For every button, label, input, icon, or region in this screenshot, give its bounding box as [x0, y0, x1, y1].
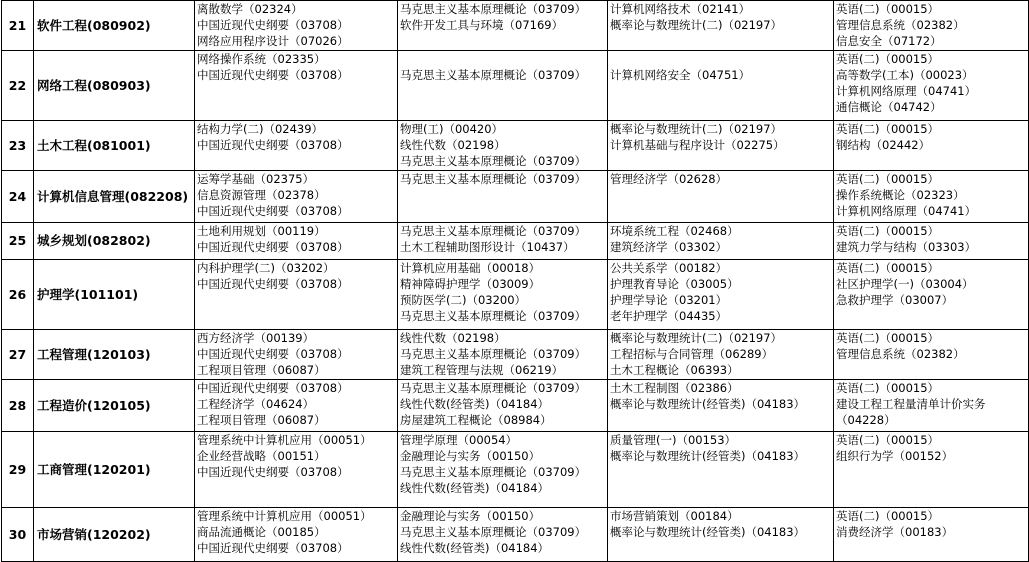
course-line: 消费经济学（00183） [836, 525, 954, 539]
course-cell-2 [398, 380, 608, 432]
course-line: 中国近现代史纲要（03708） [197, 240, 349, 254]
course-line: 概率论与数理统计(经管类)（04183） [610, 449, 806, 463]
course-line: 中国近现代史纲要（03708） [197, 465, 349, 479]
course-cell-1 [195, 1, 398, 51]
course-cell-1 [195, 121, 398, 171]
major-name: 网络工程(080903) [34, 51, 195, 121]
course-line: 马克思主义基本原理概论（03709） [400, 309, 587, 323]
course-line: 通信概论（04742） [836, 100, 942, 114]
major-name: 工商管理(120201) [34, 432, 195, 508]
table-row [2, 51, 1029, 121]
course-line: 土地利用规划（00119） [197, 224, 326, 238]
course-line: 工程项目管理（06087） [197, 363, 326, 377]
course-line: 马克思主义基本原理概论（03709） [400, 154, 587, 168]
course-cell-4 [834, 51, 1029, 121]
course-line: 英语(二)（00015） [836, 509, 940, 523]
course-line: 英语(二)（00015） [836, 433, 940, 447]
course-line: 结构力学(二)（02439） [197, 122, 324, 136]
course-cell-2 [398, 171, 608, 223]
course-cell-1 [195, 330, 398, 380]
course-cell-2 [398, 330, 608, 380]
course-line: 管理信息系统（02382） [836, 347, 965, 361]
course-line: 公共关系学（00182） [610, 261, 728, 275]
course-cell-4 [834, 1, 1029, 51]
row-number: 30 [2, 508, 34, 562]
course-line: 中国近现代史纲要（03708） [197, 277, 349, 291]
table-row [2, 171, 1029, 223]
course-line: 英语(二)（00015） [836, 381, 940, 395]
course-line: 商品流通概论（00185） [197, 525, 326, 539]
course-line: 精神障碍护理学（03009） [400, 277, 541, 291]
course-cell-1 [195, 260, 398, 330]
course-line: 建筑力学与结构（03303） [836, 240, 977, 254]
major-name: 护理学(101101) [34, 260, 195, 330]
course-line: 金融理论与实务（00150） [400, 509, 541, 523]
course-cell-2 [398, 1, 608, 51]
course-cell-3 [608, 1, 834, 51]
row-number: 26 [2, 260, 34, 330]
course-line: 概率论与数理统计(经管类)（04183） [610, 525, 806, 539]
course-line: 管理系统中计算机应用（00051） [197, 509, 372, 523]
course-line: 马克思主义基本原理概论（03709） [400, 381, 587, 395]
exam-schedule-table [1, 0, 1029, 562]
course-line: 概率论与数理统计(经管类)（04183） [610, 397, 806, 411]
course-line: 预防医学(二)（03200） [400, 293, 527, 307]
course-cell-2 [398, 51, 608, 121]
course-cell-3 [608, 223, 834, 260]
course-line: 英语(二)（00015） [836, 224, 940, 238]
course-line: 马克思主义基本原理概论（03709） [400, 224, 587, 238]
course-line: 操作系统概论（02323） [836, 188, 965, 202]
course-line: 线性代数（02198） [400, 138, 506, 152]
course-line: 网络操作系统（02335） [197, 52, 326, 66]
course-cell-1 [195, 171, 398, 223]
course-line: 建筑工程管理与法规（06219） [400, 363, 564, 377]
course-cell-4 [834, 260, 1029, 330]
course-cell-3 [608, 508, 834, 562]
course-line: 管理信息系统（02382） [836, 18, 965, 32]
course-cell-3 [608, 121, 834, 171]
course-line: 线性代数(经管类)（04184） [400, 481, 550, 495]
course-cell-3 [608, 432, 834, 508]
course-line: 信息安全（07172） [836, 34, 942, 48]
table-row [2, 260, 1029, 330]
course-line: 企业经营战略（00151） [197, 449, 326, 463]
course-line: 急救护理学（03007） [836, 293, 954, 307]
row-number: 21 [2, 1, 34, 51]
course-cell-1 [195, 432, 398, 508]
course-line: 土木工程辅助图形设计（10437） [400, 240, 575, 254]
course-line: 老年护理学（04435） [610, 309, 728, 323]
course-line: 英语(二)（00015） [836, 172, 940, 186]
course-line: 马克思主义基本原理概论（03709） [400, 347, 587, 361]
course-line: 社区护理学(一)（03004） [836, 277, 974, 291]
course-cell-4 [834, 330, 1029, 380]
course-cell-3 [608, 380, 834, 432]
row-number: 25 [2, 223, 34, 260]
course-line [400, 51, 605, 67]
course-line: 信息资源管理（02378） [197, 188, 326, 202]
table-row [2, 223, 1029, 260]
course-line: 网络应用程序设计（07026） [197, 34, 349, 48]
course-line: 线性代数(经管类)（04184） [400, 541, 550, 555]
major-name: 工程造价(120105) [34, 380, 195, 432]
table-body [2, 1, 1029, 562]
course-line: 软件开发工具与环境（07169） [400, 18, 564, 32]
course-line: 工程招标与合同管理（06289） [610, 347, 774, 361]
course-line: 英语(二)（00015） [836, 261, 940, 275]
course-line: 护理教育导论（03005） [610, 277, 739, 291]
course-line: 中国近现代史纲要（03708） [197, 18, 349, 32]
course-line: 马克思主义基本原理概论（03709） [400, 172, 587, 186]
course-line: 环境系统工程（02468） [610, 224, 739, 238]
course-line: 建设工程工程量清单计价实务 [836, 397, 986, 411]
course-line: 马克思主义基本原理概论（03709） [400, 465, 587, 479]
row-number: 29 [2, 432, 34, 508]
course-cell-1 [195, 508, 398, 562]
course-cell-3 [608, 171, 834, 223]
row-number: 22 [2, 51, 34, 121]
table-row [2, 380, 1029, 432]
course-cell-4 [834, 380, 1029, 432]
course-line: 管理系统中计算机应用（00051） [197, 433, 372, 447]
course-cell-2 [398, 432, 608, 508]
course-cell-4 [834, 121, 1029, 171]
course-cell-2 [398, 223, 608, 260]
course-line: 计算机网络安全（04751） [610, 68, 751, 82]
table-row [2, 121, 1029, 171]
course-line: 计算机网络原理（04741） [836, 204, 977, 218]
course-line: 英语(二)（00015） [836, 331, 940, 345]
course-cell-4 [834, 508, 1029, 562]
course-line: 土木工程概论（06393） [610, 363, 739, 377]
course-line: 建筑经济学（03302） [610, 240, 728, 254]
major-name: 土木工程(081001) [34, 121, 195, 171]
course-cell-2 [398, 121, 608, 171]
course-line: 中国近现代史纲要（03708） [197, 68, 349, 82]
course-cell-2 [398, 260, 608, 330]
course-line: 中国近现代史纲要（03708） [197, 381, 349, 395]
course-line: 中国近现代史纲要（03708） [197, 138, 349, 152]
course-line: 金融理论与实务（00150） [400, 449, 541, 463]
course-line: 计算机网络原理（04741） [836, 84, 977, 98]
course-line: 概率论与数理统计(二)（02197） [610, 331, 783, 345]
course-line: 概率论与数理统计(二)（02197） [610, 122, 783, 136]
course-line: 概率论与数理统计(二)（02197） [610, 18, 783, 32]
course-line: 马克思主义基本原理概论（03709） [400, 68, 587, 82]
course-line: 市场营销策划（00184） [610, 509, 739, 523]
course-line: 西方经济学（00139） [197, 331, 315, 345]
row-number: 24 [2, 171, 34, 223]
major-name: 工程管理(120103) [34, 330, 195, 380]
major-name: 市场营销(120202) [34, 508, 195, 562]
course-line: 物理(工)（00420） [400, 122, 504, 136]
course-cell-3 [608, 330, 834, 380]
course-line: 工程经济学（04624） [197, 397, 315, 411]
course-cell-4 [834, 171, 1029, 223]
table-row [2, 1, 1029, 51]
course-line: 马克思主义基本原理概论（03709） [400, 2, 587, 16]
table-row [2, 330, 1029, 380]
course-line: 计算机网络技术（02141） [610, 2, 751, 16]
course-cell-4 [834, 432, 1029, 508]
course-line: 计算机基础与程序设计（02275） [610, 138, 785, 152]
course-line: 线性代数(经管类)（04184） [400, 397, 550, 411]
course-cell-1 [195, 51, 398, 121]
course-line: 中国近现代史纲要（03708） [197, 541, 349, 555]
course-line: 土木工程制图（02386） [610, 381, 739, 395]
course-line: 计算机应用基础（00018） [400, 261, 541, 275]
course-line: 管理经济学（02628） [610, 172, 728, 186]
course-line: 钢结构（02442） [836, 138, 931, 152]
row-number: 23 [2, 121, 34, 171]
course-line: 英语(二)（00015） [836, 122, 940, 136]
course-line: 内科护理学(二)（03202） [197, 261, 335, 275]
course-line: 组织行为学（00152） [836, 449, 954, 463]
course-line: 护理学导论（03201） [610, 293, 728, 307]
course-line: 中国近现代史纲要（03708） [197, 204, 349, 218]
course-line: 马克思主义基本原理概论（03709） [400, 525, 587, 539]
course-cell-1 [195, 223, 398, 260]
course-cell-2 [398, 508, 608, 562]
course-cell-3 [608, 260, 834, 330]
course-line: 离散数学（02324） [197, 2, 303, 16]
row-number: 27 [2, 330, 34, 380]
major-name: 软件工程(080902) [34, 1, 195, 51]
course-line [610, 51, 831, 67]
course-line: 工程项目管理（06087） [197, 413, 326, 427]
major-name: 城乡规划(082802) [34, 223, 195, 260]
major-name: 计算机信息管理(082208) [34, 171, 195, 223]
course-line: 线性代数（02198） [400, 331, 506, 345]
course-line: 管理学原理（00054） [400, 433, 518, 447]
course-line: 高等数学(工本)（00023） [836, 68, 974, 82]
course-line: （04228） [836, 413, 896, 427]
course-line: 运筹学基础（02375） [197, 172, 315, 186]
course-line: 英语(二)（00015） [836, 2, 940, 16]
course-line: 房屋建筑工程概论（08984） [400, 413, 552, 427]
course-line: 英语(二)（00015） [836, 52, 940, 66]
course-line: 中国近现代史纲要（03708） [197, 347, 349, 361]
course-line: 质量管理(一)（00153） [610, 433, 737, 447]
course-cell-3 [608, 51, 834, 121]
course-cell-1 [195, 380, 398, 432]
row-number: 28 [2, 380, 34, 432]
table-row [2, 508, 1029, 562]
table-row [2, 432, 1029, 508]
course-cell-4 [834, 223, 1029, 260]
